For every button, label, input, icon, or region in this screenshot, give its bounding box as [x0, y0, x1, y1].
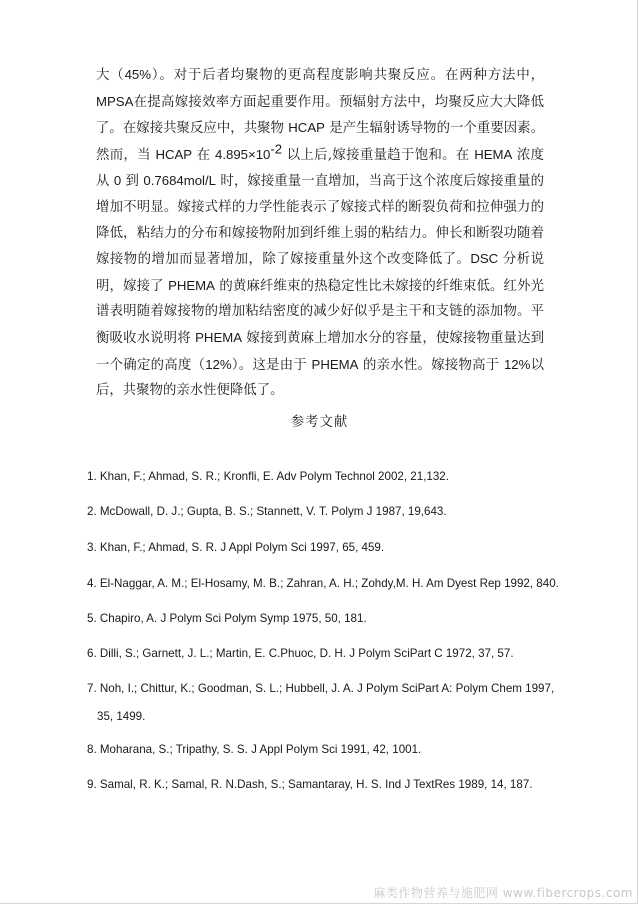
reference-item-4: 4. El-Naggar, A. M.; El-Hosamy, M. B.; Zahran, A. H.; Zohdy,M. H. Am Dyest Rep 1992, 840.	[87, 577, 559, 590]
reference-item-9: 9. Samal, R. K.; Samal, R. N.Dash, S.; Samantaray, H. S. Ind J TextRes 1989, 14, 187.	[87, 778, 533, 791]
reference-item-2: 2. McDowall, D. J.; Gupta, B. S.; Stannett, V. T. Polym J 1987, 19,643.	[87, 505, 447, 518]
reference-item-1: 1. Khan, F.; Ahmad, S. R.; Kronfli, E. Adv Polym Technol 2002, 21,132.	[87, 470, 449, 483]
body-paragraph: 大（45%）。对于后者均聚物的更高程度影响共聚反应。在两种方法中，MPSA在提高嫁接效率方面起重要作用。预辐射方法中，均聚反应大大降低了。在嫁接共聚反应中，共聚物 HCAP 是产生辐射诱导物的一个重要因素。然而，当 HCAP 在 $4.895\times 10^{-2}$ 以上后,嫁接重量趋于饱和。在 HEMA 浓度从 0 到 0.7684mol/L 时，嫁接重量一直增加，当高于这个浓度后嫁接重量的增加不明显。嫁接式样的力学性能表示了嫁接式样的断裂负荷和拉伸强力的降低，粘结力的分布和嫁接物附加到纤维上弱的粘结力。伸长和断裂功随着嫁接物的增加而显著增加，除了嫁接重量外这个改变降低了。DSC 分析说明，嫁接了 PHEMA 的黄麻纤维束的热稳定性比未嫁接的纤维束低。红外光谱表明随着嫁接物的增加粘结密度的减少好似乎是主干和支链的添加物。平衡吸收水说明将 PHEMA 嫁接到黄麻上增加水分的容量，使嫁接物重量达到一个确定的高度（12%）。这是由于 PHEMA 的亲水性。嫁接物高于 12%以后，共聚物的亲水性便降低了。	[96, 67, 545, 399]
references-heading: 参考文献	[290, 415, 349, 430]
reference-item-7: 7. Noh, I.; Chittur, K.; Goodman, S. L.; Hubbell, J. A. J Polym SciPart A: Polym Chem 1997, 35, 1499.	[87, 682, 557, 723]
reference-item-7-continuation: 35, 1499.	[97, 710, 146, 723]
reference-item-5: 5. Chapiro, A. J Polym Sci Polym Symp 1975, 50, 181.	[87, 612, 367, 625]
reference-item-8: 8. Moharana, S.; Tripathy, S. S. J Appl Polym Sci 1991, 42, 1001.	[87, 743, 422, 756]
reference-item-3: 3. Khan, F.; Ahmad, S. R. J Appl Polym Sci 1997, 65, 459.	[87, 541, 385, 554]
watermark: 麻类作物营养与施肥网 www.fibercrops.com	[373, 886, 633, 900]
reference-item-6: 6. Dilli, S.; Garnett, J. L.; Martin, E. C.Phuoc, D. H. J Polym SciPart C 1972, 37, 57.	[87, 647, 514, 660]
